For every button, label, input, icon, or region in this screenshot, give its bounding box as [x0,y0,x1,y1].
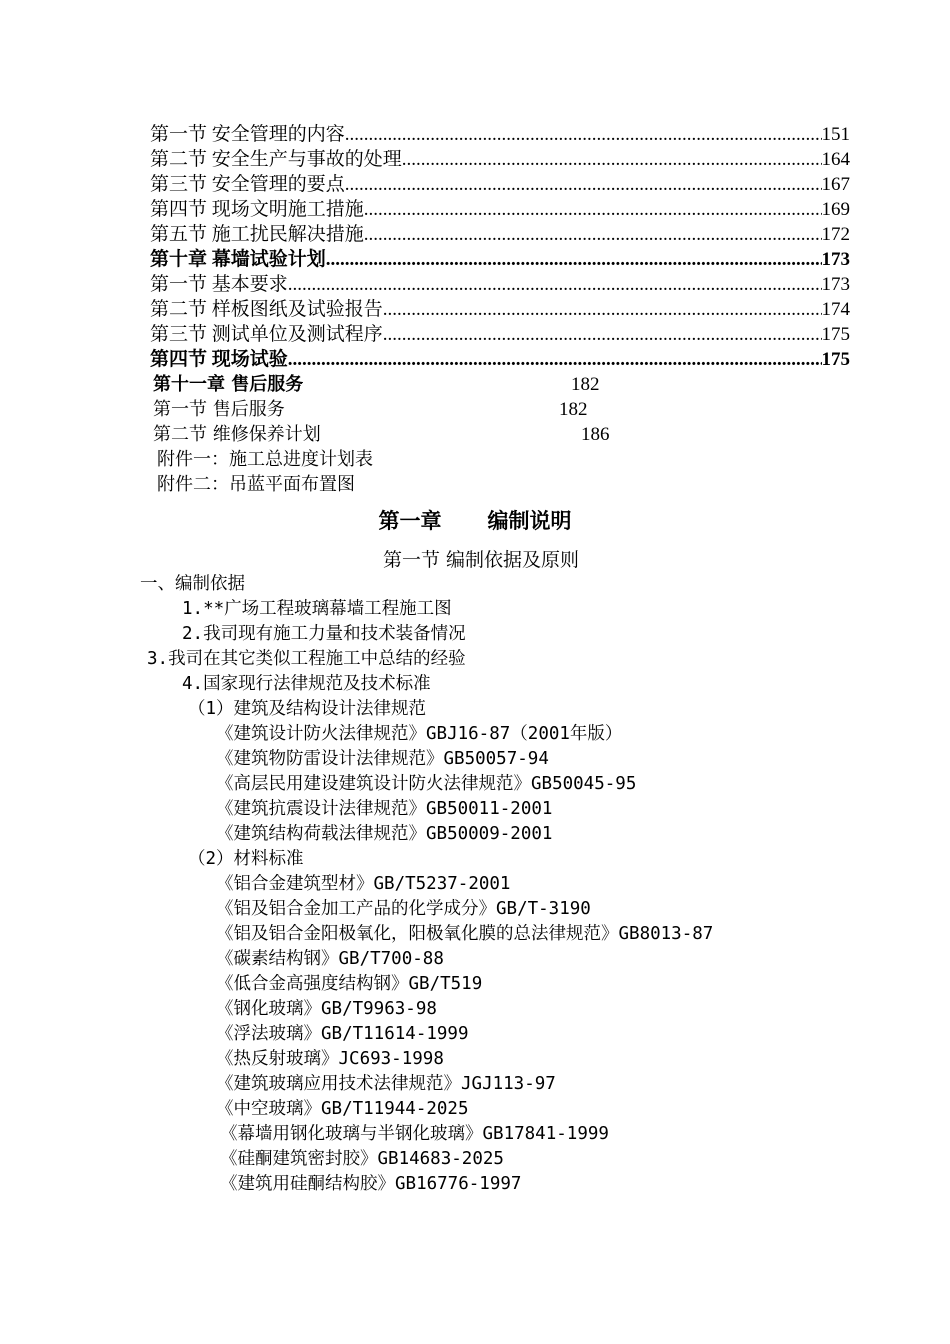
body-heading: 一、编制依据 [140,574,245,594]
toc-entry-page: 173 [821,274,850,295]
toc-entry [150,172,850,197]
list-item: 4.国家现行法律规范及技术标准 [182,674,431,694]
chapter-number: 第一章 [378,509,442,533]
toc-entry [150,272,850,297]
toc-entry-page: 164 [821,149,850,170]
toc-entry-page: 182 [571,374,600,395]
standard-item: 《中空玻璃》GB/T11944-2025 [216,1099,469,1119]
toc-entry [150,347,850,372]
toc-entry-title: 第十一章 售后服务 [153,374,304,395]
toc-entry-page: 175 [821,349,850,370]
standard-item: 《建筑结构荷载法律规范》GB50009-2001 [216,824,553,844]
list-item: 2.我司现有施工力量和技术装备情况 [182,624,466,644]
toc-entry-page: 151 [821,124,850,145]
attachment-entry: 附件一：施工总进度计划表 [157,449,373,470]
attachment-entry: 附件二：吊蓝平面布置图 [157,474,355,495]
group-title: （2）材料标准 [188,849,304,869]
standard-item: 《钢化玻璃》GB/T9963-98 [216,999,437,1019]
toc-entry [150,147,850,172]
toc-entry-page: 167 [821,174,850,195]
standard-item: 《硅酮建筑密封胶》GB14683-2025 [220,1149,504,1169]
toc-entry-page: 173 [821,249,850,270]
toc-entry-title: 第二节 维修保养计划 [153,424,321,445]
standard-item: 《高层民用建设建筑设计防火法律规范》GB50045-95 [216,774,637,794]
toc-entry-title: 第四节 现场文明施工措施 [150,199,364,220]
list-item: 1.**广场工程玻璃幕墙工程施工图 [182,599,452,619]
standard-item: 《铝合金建筑型材》GB/T5237-2001 [216,874,511,894]
standard-item: 《低合金高强度结构钢》GB/T519 [216,974,483,994]
toc-entry-page: 172 [821,224,850,245]
toc-entry-title: 第四节 现场试验 [150,349,288,370]
toc-entry-title: 第十章 幕墙试验计划 [150,249,326,270]
standard-item: 《碳素结构钢》GB/T700-88 [216,949,444,969]
toc-entry [150,297,850,322]
standard-item: 《浮法玻璃》GB/T11614-1999 [216,1024,469,1044]
toc-entry-page: 169 [821,199,850,220]
toc-entry-title: 第二节 安全生产与事故的处理 [150,149,402,170]
toc-entry-title: 第一节 安全管理的内容 [150,124,345,145]
toc-entry-title: 第三节 测试单位及测试程序 [150,324,383,345]
toc-entry [150,122,850,147]
standard-item: 《建筑物防雷设计法律规范》GB50057-94 [216,749,549,769]
toc-entry-page: 186 [581,424,610,445]
table-of-contents [150,122,850,372]
toc-entry [150,197,850,222]
toc-entry [153,397,588,422]
group-title: （1）建筑及结构设计法律规范 [188,699,427,719]
toc-entry-title: 第二节 样板图纸及试验报告 [150,299,383,320]
toc-entry-page: 182 [559,399,588,420]
toc-entry-title: 第一节 基本要求 [150,274,288,295]
standard-item: 《热反射玻璃》JC693-1998 [216,1049,444,1069]
toc-entry [153,422,610,447]
toc-entry-title: 第三节 安全管理的要点 [150,174,345,195]
toc-chapter-entry [153,372,600,397]
section-title: 第一节 编制依据及原则 [382,549,580,571]
standard-item: 《建筑用硅酮结构胶》GB16776-1997 [220,1174,522,1194]
standard-item: 《铝及铝合金阳极氧化，阳极氧化膜的总法律规范》GB8013-87 [216,924,714,944]
toc-entry-page: 175 [821,324,850,345]
chapter-title [0,506,950,536]
toc-entry [150,322,850,347]
standard-item: 《建筑设计防火法律规范》GBJ16-87（2001年版） [216,724,623,744]
toc-chapter-entry [150,247,850,272]
toc-entry [150,222,850,247]
standard-item: 《铝及铝合金加工产品的化学成分》GB/T-3190 [216,899,591,919]
standard-item: 《建筑抗震设计法律规范》GB50011-2001 [216,799,553,819]
toc-entry-title: 第一节 售后服务 [153,399,285,420]
list-item: 3.我司在其它类似工程施工中总结的经验 [147,649,466,669]
toc-entry-title: 第五节 施工扰民解决措施 [150,224,364,245]
toc-entry-page: 174 [821,299,850,320]
standard-item: 《幕墙用钢化玻璃与半钢化玻璃》GB17841-1999 [220,1124,609,1144]
standard-item: 《建筑玻璃应用技术法律规范》JGJ113-97 [216,1074,556,1094]
chapter-name: 编制说明 [487,509,572,533]
